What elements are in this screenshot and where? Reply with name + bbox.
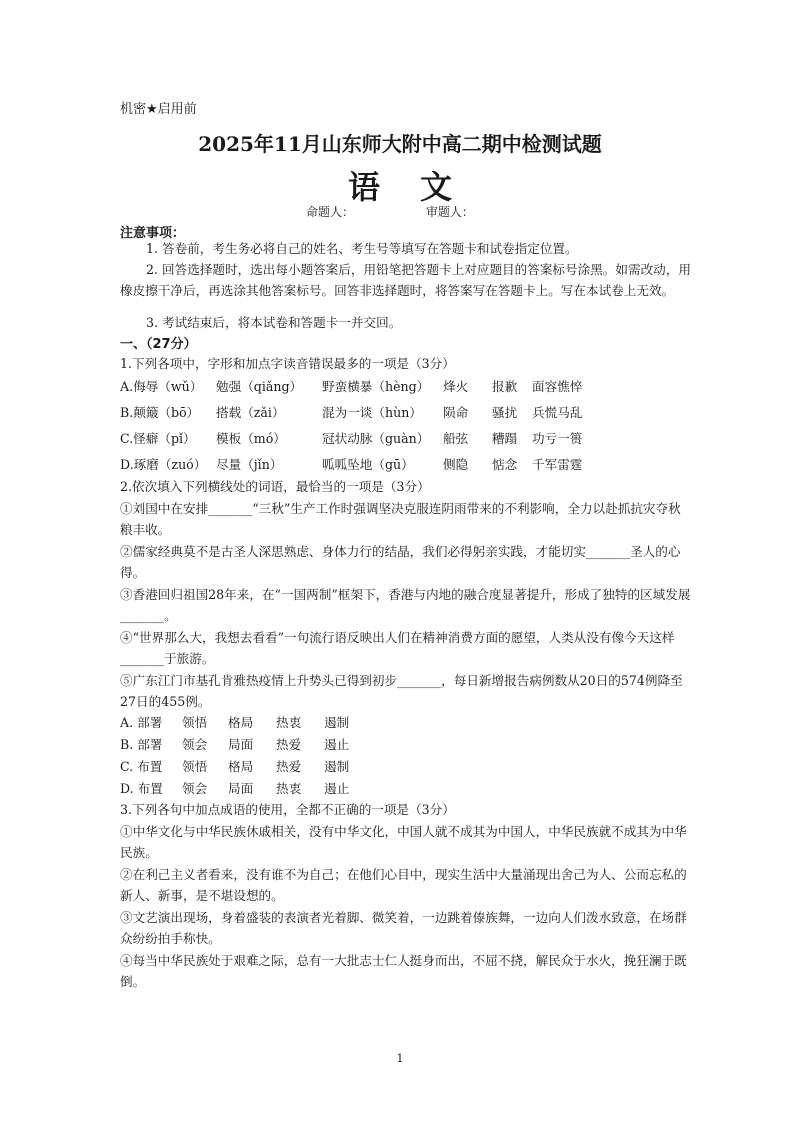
q2-option-cell: 领悟 — [182, 715, 208, 730]
subject-title: 语文 — [347, 168, 492, 206]
q1-option-cell: 陨命 — [443, 405, 469, 420]
q2-option-cell: 领会 — [182, 737, 208, 752]
q3-stem: 3.下列各句中加点成语的使用，全都不正确的一项是（3分） — [120, 802, 455, 817]
q1-option-cell: 烽火 — [443, 379, 469, 394]
q1-option-cell: 搭载（zǎi） — [216, 405, 285, 420]
q2-option-cell: 热衷 — [276, 781, 302, 796]
q1-option-cell: 骚扰 — [492, 405, 518, 420]
q1-option-cell: 冠状动脉（guàn） — [322, 431, 430, 446]
q1-option-cell: C.怪癖（pǐ） — [120, 431, 196, 446]
q2-item: ④“世界那么大，我想去看看”一句流行语反映出人们在精神消费方面的愿望，人类从没有像今天这样_______于旅游。 — [120, 630, 675, 666]
q3-item: ③文艺演出现场，身着盛装的表演者光着脚、微笑着，一边跳着傣族舞，一边向人们泼水致意，在场群众纷纷拍手称快。 — [120, 910, 687, 946]
q1-option-cell: A.侮辱（wǔ） — [120, 379, 203, 394]
q1-option-cell: 侧隐 — [443, 457, 469, 472]
q2-option-cell: 格局 — [228, 759, 254, 774]
q1-option-cell: 勉强（qiǎng） — [216, 379, 303, 394]
q1-option-cell: 惦念 — [492, 457, 518, 472]
q2-option-cell: 热衷 — [276, 715, 302, 730]
q2-option-cell: 格局 — [228, 715, 254, 730]
q2-option-cell: C. 布置 — [120, 759, 163, 774]
q1-option-cell: 千军雷霆 — [532, 457, 583, 472]
q2-option-cell: D. 布置 — [120, 781, 163, 796]
q1-option-cell: B.颠簸（bō） — [120, 405, 200, 420]
q2-option-cell: 领悟 — [182, 759, 208, 774]
note-item: 3. 考试结束后，将本试卷和答题卡一并交回。 — [146, 315, 402, 330]
q1-option-cell: 报歉 — [492, 379, 518, 394]
q2-item: ①刘国中在安排_______“三秋”生产工作时强调坚决克服连阴雨带来的不利影响，全力以赴抓抗灾夺秋粮丰收。 — [120, 501, 681, 537]
note-item: 1. 答卷前，考生务必将自己的姓名、考生号等填写在答题卡和试卷指定位置。 — [146, 241, 578, 256]
q1-option-cell: 兵慌马乱 — [532, 405, 583, 420]
q1-option-cell: 野蛮横暴（hèng） — [322, 379, 430, 394]
q2-option-cell: 领会 — [182, 781, 208, 796]
authors-line — [306, 203, 474, 220]
q2-option-cell: 局面 — [228, 737, 254, 752]
q1-option-cell: 糟蹋 — [492, 431, 518, 446]
q1-option-cell: 功亏一篑 — [532, 431, 583, 446]
page-number: 1 — [396, 1052, 404, 1065]
confidential-mark: 机密★启用前 — [120, 102, 197, 117]
q2-option-cell: B. 部署 — [120, 737, 163, 752]
q2-option-cell: 遏止 — [324, 781, 350, 796]
q2-item: ②儒家经典莫不是古圣人深思熟虑、身体力行的结晶，我们必得躬亲实践，才能切实_______圣人的心得。 — [120, 544, 681, 580]
reviewer-label: 审题人： — [425, 205, 474, 219]
note-item: 2. 回答选择题时，选出每小题答案后，用铅笔把答题卡上对应题目的答案标号涂黑。如需改动，用橡皮擦干净后，再选涂其他答案标号。回答非选择题时，将答案写在答题卡上。写在本试卷上无效。 — [120, 262, 691, 298]
q2-option-cell: 遏制 — [324, 715, 350, 730]
q1-option-cell: 呱呱坠地（gū） — [322, 457, 414, 472]
q1-option-cell: 尽量（jǐn） — [216, 457, 283, 472]
q2-item: ⑤广东江门市基孔肯雅热疫情上升势头已得到初步_______，每日新增报告病例数从20日的574例降至27日的455例。 — [120, 673, 683, 709]
q2-option-cell: 遏止 — [324, 737, 350, 752]
q1-option-cell: 船弦 — [443, 431, 469, 446]
q3-item: ①中华文化与中华民族休戚相关，没有中华文化，中国人就不成其为中国人，中华民族就不成其为中华民族。 — [120, 824, 687, 860]
q1-option-cell: 混为一谈（hùn） — [322, 405, 422, 420]
q3-item: ④每当中华民族处于艰难之际，总有一大批志士仁人挺身而出，不屈不挠，解民众于水火，挽狂澜于既倒。 — [120, 953, 687, 989]
q2-option-cell: 热爱 — [276, 759, 302, 774]
q1-stem: 1.下列各项中，字形和加点字读音错误最多的一项是（3分） — [120, 356, 455, 371]
notes-heading: 注意事项： — [120, 226, 186, 241]
q2-option-cell: 遏制 — [324, 759, 350, 774]
exam-title: 2025年11月山东师大附中高二期中检测试题 — [198, 132, 602, 156]
q1-option-cell: 面容憔悴 — [532, 379, 583, 394]
q3-item: ②在利己主义者看来，没有谁不为自己；在他们心目中，现实生活中大量涌现出舍己为人、公而忘私的新人、新事，是不堪设想的。 — [120, 867, 687, 903]
q2-stem: 2.依次填入下列横线处的词语，最恰当的一项是（3分） — [120, 479, 430, 494]
q2-option-cell: 热爱 — [276, 737, 302, 752]
q2-option-cell: 局面 — [228, 781, 254, 796]
q1-option-cell: 模板（mó） — [216, 431, 286, 446]
author-label: 命题人： — [306, 205, 355, 219]
section-heading: 一、（27分） — [120, 337, 197, 352]
q1-option-cell: D.琢磨（zuó） — [120, 457, 207, 472]
q2-item: ③香港回归祖国28年来，在“一国两制”框架下，香港与内地的融合度显著提升，形成了独特的区域发展_______。 — [120, 587, 691, 623]
q2-option-cell: A. 部署 — [120, 715, 163, 730]
